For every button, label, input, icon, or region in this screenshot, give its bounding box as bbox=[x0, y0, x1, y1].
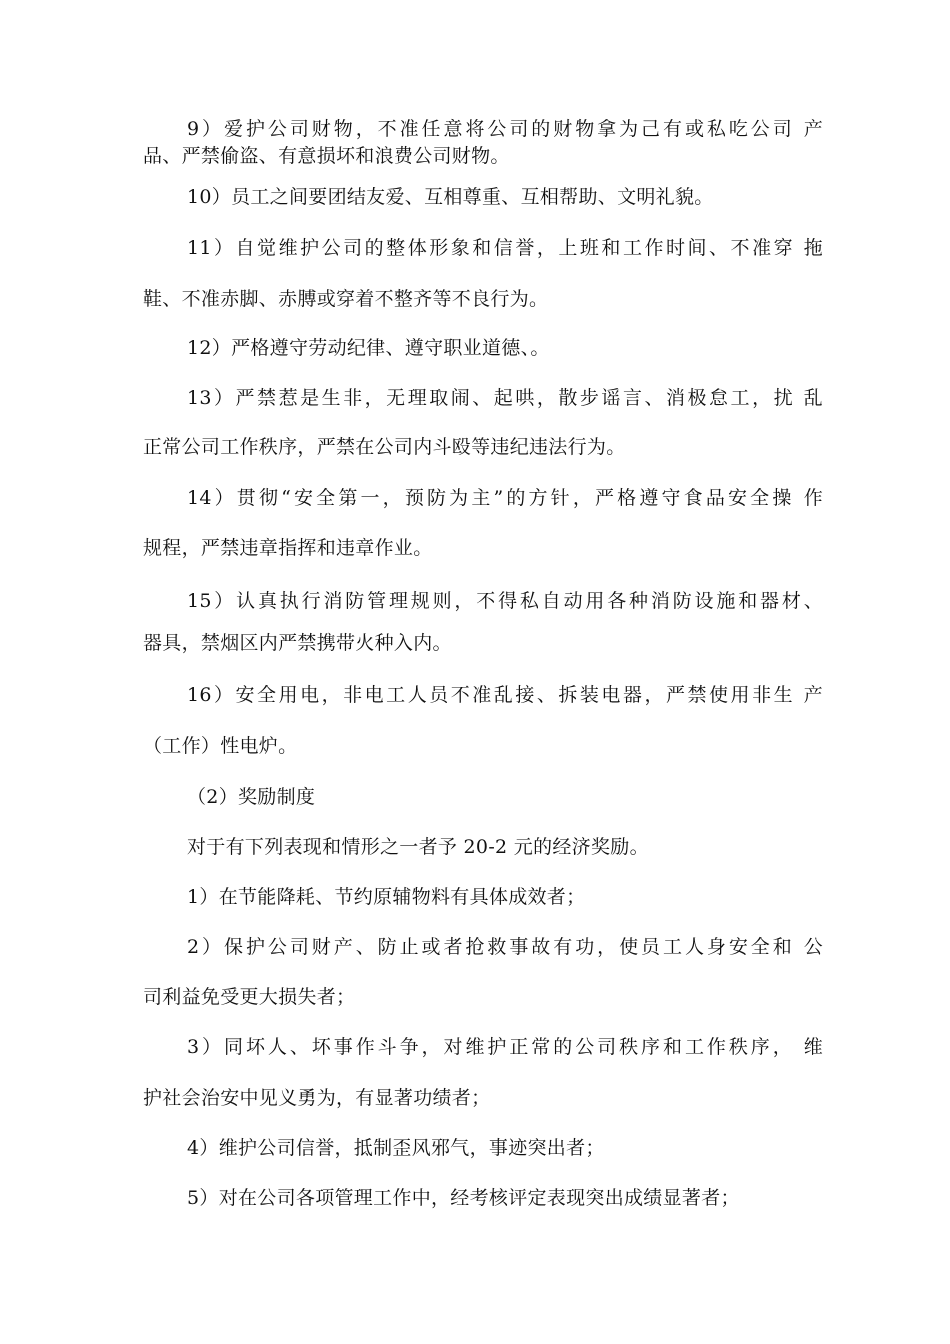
reward-item-4: 4）维护公司信誉，抵制歪风邪气，事迹突出者； bbox=[187, 1137, 605, 1159]
paragraph-11-line-1: 11）自觉维护公司的整体形象和信誉，上班和工作时间、不准穿 拖 bbox=[187, 237, 823, 259]
reward-item-3-line-2: 护社会治安中见义勇为，有显著功绩者； bbox=[143, 1087, 491, 1109]
paragraph-15-line-2: 器具，禁烟区内严禁携带火种入内。 bbox=[143, 632, 452, 654]
paragraph-9-line-2: 品、严禁偷盗、有意损坏和浪费公司财物。 bbox=[143, 145, 510, 167]
rewards-intro: 对于有下列表现和情形之一者予 20-2 元的经济奖励。 bbox=[187, 836, 649, 858]
paragraph-12: 12）严格遵守劳动纪律、遵守职业道德、。 bbox=[187, 337, 550, 359]
paragraph-13-line-1: 13）严禁惹是生非，无理取闹、起哄，散步谣言、消极怠工，扰 乱 bbox=[187, 387, 823, 409]
reward-item-3-line-1: 3）同坏人、坏事作斗争，对维护正常的公司秩序和工作秩序， 维 bbox=[187, 1036, 823, 1058]
paragraph-16-line-1: 16）安全用电，非电工人员不准乱接、拆装电器，严禁使用非生 产 bbox=[187, 684, 823, 706]
paragraph-13-line-2: 正常公司工作秩序，严禁在公司内斗殴等违纪违法行为。 bbox=[143, 436, 626, 458]
reward-item-1: 1）在节能降耗、节约原辅物料有具体成效者； bbox=[187, 886, 586, 908]
paragraph-14-line-2: 规程，严禁违章指挥和违章作业。 bbox=[143, 537, 433, 559]
paragraph-14-line-1: 14）贯彻“安全第一，预防为主”的方针，严格遵守食品安全操 作 bbox=[187, 487, 823, 509]
reward-item-2-line-2: 司利益免受更大损失者； bbox=[143, 986, 356, 1008]
paragraph-15-line-1: 15）认真执行消防管理规则，不得私自动用各种消防设施和器材、 bbox=[187, 590, 823, 612]
paragraph-11-line-2: 鞋、不准赤脚、赤膊或穿着不整齐等不良行为。 bbox=[143, 288, 549, 310]
paragraph-9-line-1: 9）爱护公司财物，不准任意将公司的财物拿为己有或私吃公司 产 bbox=[187, 118, 823, 140]
paragraph-16-line-2: （工作）性电炉。 bbox=[143, 735, 298, 757]
paragraph-10: 10）员工之间要团结友爱、互相尊重、互相帮助、文明礼貌。 bbox=[187, 186, 714, 208]
reward-item-2-line-1: 2）保护公司财产、防止或者抢救事故有功，使员工人身安全和 公 bbox=[187, 936, 823, 958]
reward-item-5: 5）对在公司各项管理工作中，经考核评定表现突出成绩显著者； bbox=[187, 1187, 740, 1209]
section-heading-rewards: （2）奖励制度 bbox=[187, 786, 316, 808]
